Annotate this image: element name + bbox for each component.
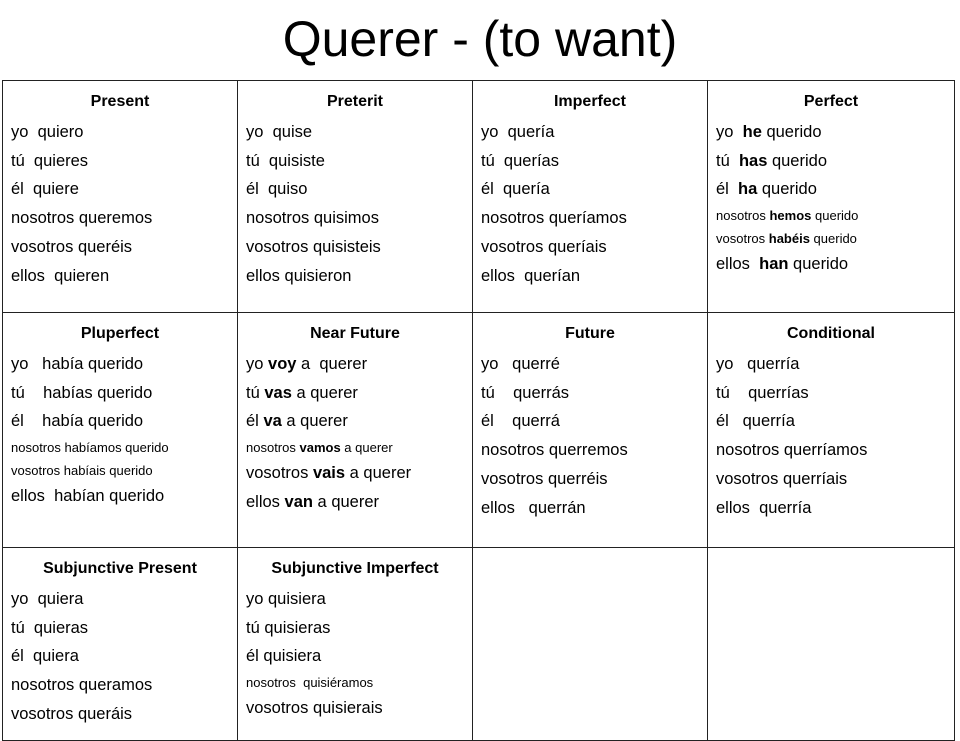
tense-header: Future bbox=[565, 325, 615, 342]
conjugation-text: ellos bbox=[716, 255, 760, 274]
conjugation-text: vosotros quisierais bbox=[246, 699, 383, 718]
conjugation-text: nosotros quisimos bbox=[246, 209, 379, 228]
tense-cell bbox=[473, 81, 708, 313]
conjugation-text: querido bbox=[788, 255, 849, 274]
conjugation-text: a querer bbox=[345, 464, 412, 483]
conjugation-text: él bbox=[246, 412, 264, 431]
conjugation-line bbox=[716, 175, 946, 204]
auxiliary-verb: has bbox=[738, 151, 768, 170]
conjugation-text: querido bbox=[757, 180, 817, 199]
conjugation-text: yo querría bbox=[716, 355, 800, 373]
conjugation-text: nosotros queramos bbox=[11, 676, 153, 695]
tense-cell bbox=[708, 313, 955, 548]
conjugation-text: yo quiero bbox=[11, 123, 84, 141]
conjugation-line bbox=[716, 147, 946, 176]
conjugation-text: querido bbox=[809, 231, 857, 247]
conjugation-text: ellos querían bbox=[481, 266, 581, 285]
conjugation-line bbox=[246, 459, 464, 488]
conjugation-text: nosotros quisiéramos bbox=[246, 675, 374, 691]
auxiliary-verb: han bbox=[759, 255, 789, 274]
conjugation-text: yo quise bbox=[246, 123, 313, 141]
conjugation-text: yo había querido bbox=[11, 355, 144, 373]
conjugation-text: vosotros queráis bbox=[11, 704, 133, 723]
conjugation-text: tú quisieras bbox=[246, 618, 331, 637]
conjugation-text: nosotros queremos bbox=[11, 209, 153, 228]
conjugation-text: a querer bbox=[296, 355, 368, 373]
tense-cell bbox=[473, 313, 708, 548]
tense-cell bbox=[3, 548, 238, 741]
conjugation-text: vosotros querréis bbox=[481, 469, 608, 488]
conjugation-text: él quería bbox=[481, 180, 550, 199]
conjugation-line bbox=[11, 350, 229, 379]
auxiliary-verb: van bbox=[284, 492, 313, 511]
conjugation-line bbox=[716, 250, 946, 279]
conjugation-text: nosotros querríamos bbox=[716, 441, 868, 460]
conjugation-line bbox=[11, 407, 229, 436]
conjugation-text: vosotros querríais bbox=[716, 469, 848, 488]
conjugation-line bbox=[246, 204, 464, 233]
conjugation-text: tú querrás bbox=[481, 383, 570, 402]
conjugation-line bbox=[716, 118, 946, 147]
tense-header: Pluperfect bbox=[80, 325, 160, 342]
auxiliary-verb: vas bbox=[264, 383, 292, 402]
conjugation-line bbox=[481, 118, 699, 147]
conjugation-text: tú bbox=[246, 383, 265, 402]
conjugation-line bbox=[481, 494, 699, 523]
tense-header: Imperfect bbox=[553, 93, 627, 110]
conjugation-line bbox=[246, 379, 464, 408]
conjugation-text: yo bbox=[716, 123, 743, 141]
conjugation-line bbox=[11, 175, 229, 204]
conjugation-line bbox=[716, 350, 946, 379]
auxiliary-verb: vamos bbox=[299, 440, 341, 456]
conjugation-line bbox=[716, 407, 946, 436]
conjugation-line bbox=[246, 262, 464, 291]
tense-header: Subjunctive Imperfect bbox=[271, 560, 439, 577]
conjugation-text: nosotros queríamos bbox=[481, 209, 627, 228]
auxiliary-verb: vais bbox=[312, 464, 346, 483]
tense-cell bbox=[473, 548, 708, 741]
conjugation-line bbox=[246, 488, 464, 517]
conjugation-text: nosotros bbox=[246, 440, 300, 456]
conjugation-line bbox=[11, 642, 229, 671]
conjugation-text: vosotros queréis bbox=[11, 237, 133, 256]
conjugation-line bbox=[481, 262, 699, 291]
conjugation-text: querido bbox=[767, 151, 828, 170]
conjugation-line bbox=[11, 700, 229, 729]
conjugation-text: vosotros queríais bbox=[481, 237, 607, 256]
conjugation-line bbox=[11, 379, 229, 408]
conjugation-text: querido bbox=[811, 208, 859, 224]
conjugation-text: tú habías querido bbox=[11, 383, 153, 402]
conjugation-text: tú querrías bbox=[716, 383, 809, 402]
conjugation-line bbox=[716, 227, 946, 250]
tense-cell bbox=[238, 81, 473, 313]
conjugation-line bbox=[11, 147, 229, 176]
conjugation-line bbox=[246, 614, 464, 643]
conjugation-text: ellos querrán bbox=[481, 498, 586, 517]
conjugation-text: nosotros bbox=[716, 208, 770, 224]
conjugation-line bbox=[716, 204, 946, 227]
auxiliary-verb: voy bbox=[268, 355, 297, 373]
conjugation-line bbox=[481, 436, 699, 465]
conjugation-text: ellos querría bbox=[716, 498, 812, 517]
conjugation-text: vosotros bbox=[716, 231, 769, 247]
conjugation-text: tú quieras bbox=[11, 618, 89, 637]
conjugation-line bbox=[11, 118, 229, 147]
tense-header: Present bbox=[90, 93, 150, 110]
conjugation-text: él bbox=[716, 180, 739, 199]
conjugation-text: tú quisiste bbox=[246, 151, 325, 170]
conjugation-text: vosotros bbox=[246, 464, 313, 483]
conjugation-text: yo bbox=[246, 355, 269, 373]
conjugation-text: a querer bbox=[340, 440, 393, 456]
conjugation-line bbox=[246, 671, 464, 694]
conjugation-table bbox=[2, 80, 955, 741]
conjugation-line bbox=[11, 614, 229, 643]
conjugation-text: él había querido bbox=[11, 412, 144, 431]
conjugation-text: ellos habían querido bbox=[11, 487, 165, 506]
conjugation-text: yo quería bbox=[481, 123, 555, 141]
conjugation-text: a querer bbox=[281, 412, 348, 431]
tense-cell bbox=[708, 81, 955, 313]
conjugation-line bbox=[716, 379, 946, 408]
conjugation-text: él quiere bbox=[11, 180, 79, 199]
conjugation-line bbox=[481, 233, 699, 262]
conjugation-text: yo quisiera bbox=[246, 590, 326, 608]
conjugation-line bbox=[11, 671, 229, 700]
conjugation-text: ellos quieren bbox=[11, 266, 110, 285]
conjugation-text: él querrá bbox=[481, 412, 560, 431]
conjugation-text: yo querré bbox=[481, 355, 560, 373]
conjugation-text: tú bbox=[716, 151, 739, 170]
conjugation-line bbox=[246, 233, 464, 262]
conjugation-text: nosotros querremos bbox=[481, 441, 628, 460]
conjugation-line bbox=[481, 379, 699, 408]
conjugation-text: nosotros habíamos querido bbox=[11, 440, 169, 456]
conjugation-line bbox=[246, 407, 464, 436]
conjugation-text: a querer bbox=[312, 492, 380, 511]
conjugation-line bbox=[11, 233, 229, 262]
auxiliary-verb: va bbox=[263, 412, 282, 431]
conjugation-line bbox=[481, 204, 699, 233]
conjugation-text: yo quiera bbox=[11, 590, 84, 608]
conjugation-text: querido bbox=[761, 123, 822, 141]
tense-cell bbox=[238, 313, 473, 548]
conjugation-text: él querría bbox=[716, 412, 795, 431]
conjugation-line bbox=[481, 175, 699, 204]
auxiliary-verb: ha bbox=[738, 180, 758, 199]
conjugation-line bbox=[481, 407, 699, 436]
tense-cell bbox=[3, 81, 238, 313]
conjugation-line bbox=[246, 350, 464, 379]
conjugation-line bbox=[716, 494, 946, 523]
conjugation-text: a querer bbox=[291, 383, 358, 402]
conjugation-line bbox=[481, 465, 699, 494]
conjugation-line bbox=[246, 436, 464, 459]
conjugation-text: tú querías bbox=[481, 151, 559, 170]
tense-cell bbox=[3, 313, 238, 548]
tense-cell bbox=[708, 548, 955, 741]
conjugation-line bbox=[246, 585, 464, 614]
conjugation-line bbox=[11, 585, 229, 614]
conjugation-line bbox=[11, 262, 229, 291]
tense-header: Perfect bbox=[803, 93, 859, 110]
conjugation-line bbox=[481, 147, 699, 176]
auxiliary-verb: habéis bbox=[768, 231, 810, 247]
conjugation-line bbox=[716, 465, 946, 494]
conjugation-line bbox=[481, 350, 699, 379]
tense-header: Preterit bbox=[326, 93, 384, 110]
conjugation-line bbox=[11, 436, 229, 459]
conjugation-text: vosotros quisisteis bbox=[246, 237, 381, 256]
tense-header: Near Future bbox=[310, 325, 400, 342]
conjugation-text: vosotros habíais querido bbox=[11, 463, 153, 479]
conjugation-text: ellos quisieron bbox=[246, 266, 352, 285]
tense-header: Subjunctive Present bbox=[43, 560, 197, 577]
conjugation-line bbox=[11, 204, 229, 233]
conjugation-text: ellos bbox=[246, 492, 285, 511]
tense-header: Conditional bbox=[787, 325, 875, 342]
conjugation-text: él quiso bbox=[246, 180, 308, 199]
conjugation-line bbox=[716, 436, 946, 465]
auxiliary-verb: he bbox=[742, 123, 762, 141]
auxiliary-verb: hemos bbox=[769, 208, 812, 224]
conjugation-line bbox=[11, 459, 229, 482]
conjugation-line bbox=[246, 118, 464, 147]
conjugation-text: él quisiera bbox=[246, 647, 322, 666]
conjugation-line bbox=[246, 642, 464, 671]
conjugation-line bbox=[246, 175, 464, 204]
conjugation-text: él quiera bbox=[11, 647, 79, 666]
conjugation-line bbox=[246, 694, 464, 723]
conjugation-text: tú quieres bbox=[11, 151, 89, 170]
tense-cell bbox=[238, 548, 473, 741]
conjugation-line bbox=[11, 482, 229, 511]
page-title: Querer - (to want) bbox=[282, 11, 678, 67]
conjugation-line bbox=[246, 147, 464, 176]
